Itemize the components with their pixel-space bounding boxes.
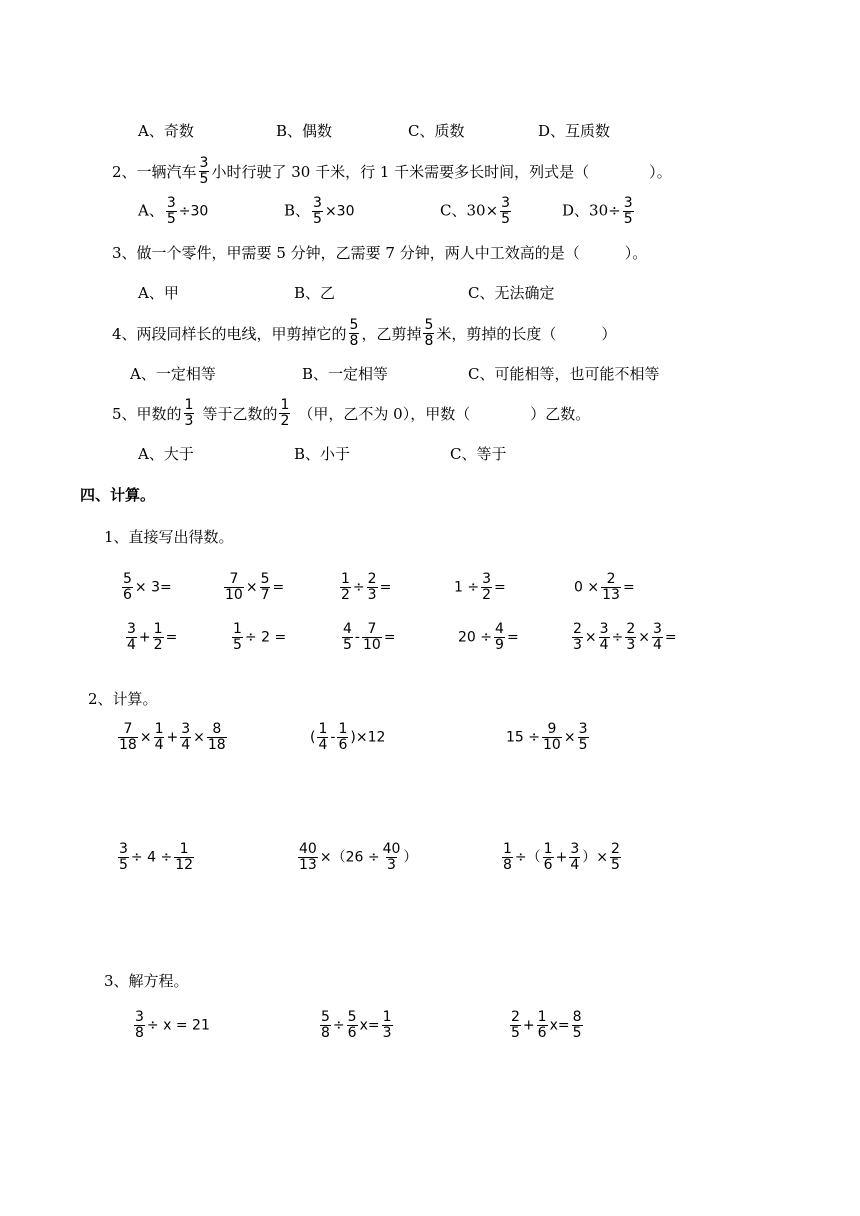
q1-options-row [0,111,860,149]
equation-row [0,1006,860,1044]
fraction: $\frac{1}{3}$ [184,396,194,429]
q4-option-c: C、可能相等，也可能不相等 [468,364,660,383]
subsection-1-title: 1、直接写出得数。 [104,528,234,546]
equation-item: $\frac{3}{8}$ ÷ x = 21 [135,1008,210,1041]
mental-calc-row-1 [0,568,860,606]
q5-suffix: （甲，乙不为 0），甲数（ ）乙数。 [298,404,591,423]
q4-options-row [0,354,860,392]
calc-row-1 [0,718,860,756]
calc-item: $\frac{1}{2}$ ÷ $\frac{2}{3}$ = [341,570,392,603]
question-5 [112,394,590,432]
q5-mid: 等于乙数的 [202,404,278,423]
q3-option-b: B、乙 [294,283,336,302]
q4-option-b: B、一定相等 [302,364,389,383]
calc-item: 0 × $\frac{2}{13}$ = [574,570,635,603]
question-3 [112,233,647,271]
fraction: $\frac{5}{8}$ [349,316,359,349]
calc-item: $\frac{40}{13}$ ×（26 ÷ $\frac{40}{3}$ ） [299,840,418,873]
q5-option-b: B、小于 [294,444,351,463]
q3-options-row [0,273,860,311]
q2-suffix: 小时行驶了 30 千米，行 1 千米需要多长时间，列式是（ ）。 [211,162,672,181]
q2-options-row [0,192,860,230]
fraction: $\frac{3}{5}$ [199,154,209,187]
q2-prefix: 2、一辆汽车 [112,162,197,181]
q5-options-row [0,434,860,472]
calc-item: ( $\frac{1}{4}$ - $\frac{1}{6}$ )×12 [310,720,386,753]
q5-prefix: 5、甲数的 [112,404,182,423]
equation-item: $\frac{5}{8}$ ÷ $\frac{5}{6}$ x= $\frac{1}{3}$ [321,1008,392,1041]
equation-item: $\frac{2}{5}$ + $\frac{1}{6}$ x= $\frac{8}{5}$ [511,1008,582,1041]
q1-option-d: D、互质数 [538,121,611,140]
q4-suffix: 米，剪掉的长度（ ） [436,324,617,343]
q2-option-a: A、 $\frac{3}{5}$ ÷30 [138,194,209,227]
calc-item: $\frac{1}{5}$ ÷ 2 = [233,620,287,653]
fraction: $\frac{1}{2}$ [280,396,290,429]
calc-row-2 [0,838,860,876]
calc-item: $\frac{7}{10}$ × $\frac{5}{7}$ = [225,570,285,603]
question-2 [112,152,672,190]
q4-option-a: A、一定相等 [130,364,216,383]
q2-option-d: D、30÷ $\frac{3}{5}$ [562,194,633,227]
q4-prefix: 4、两段同样长的电线，甲剪掉它的 [112,324,347,343]
calc-item: 1 ÷ $\frac{3}{2}$ = [454,570,506,603]
question-4 [112,314,616,352]
q3-option-a: A、甲 [138,283,179,302]
mental-calc-row-2 [0,618,860,656]
calc-item: $\frac{3}{5}$ ÷ 4 ÷ $\frac{1}{12}$ [119,840,194,873]
calc-item: $\frac{3}{4}$ + $\frac{1}{2}$ = [127,620,178,653]
q3-text: 3、做一个零件，甲需要 5 分钟，乙需要 7 分钟，两人中工效高的是（ ）。 [112,243,648,262]
subsection-3-title: 3、解方程。 [104,972,189,990]
q1-option-c: C、质数 [408,121,465,140]
q2-option-b: B、 $\frac{3}{5}$ ×30 [284,194,355,227]
q1-option-a: A、奇数 [138,121,194,140]
subsection-2-title: 2、计算。 [88,690,158,708]
calc-item: $\frac{1}{8}$ ÷（ $\frac{1}{6}$ + $\frac{3}{4}$ ）× $\frac{2}{5}$ [503,840,620,873]
calc-item: 20 ÷ $\frac{4}{9}$ = [458,620,519,653]
q3-option-c: C、无法确定 [468,283,555,302]
fraction: $\frac{5}{8}$ [424,316,434,349]
calc-item: 15 ÷ $\frac{9}{10}$ × $\frac{3}{5}$ [506,720,588,753]
section-4-heading: 四、计算。 [80,486,156,504]
q1-option-b: B、偶数 [276,121,333,140]
calc-item: $\frac{4}{5}$ - $\frac{7}{10}$ = [343,620,396,653]
calc-item: $\frac{5}{6}$ × 3= [123,570,172,603]
calc-item: $\frac{7}{18}$ × $\frac{1}{4}$ + $\frac{3}{4}$ × $\frac{8}{18}$ [119,720,226,753]
q5-option-c: C、等于 [450,444,507,463]
q5-option-a: A、大于 [138,444,194,463]
calc-item: $\frac{2}{3}$ × $\frac{3}{4}$ ÷ $\frac{2}{3}$ × $\frac{3}{4}$ = [573,620,677,653]
q2-option-c: C、30× $\frac{3}{5}$ [440,194,511,227]
q4-mid: ，乙剪掉 [361,324,422,343]
